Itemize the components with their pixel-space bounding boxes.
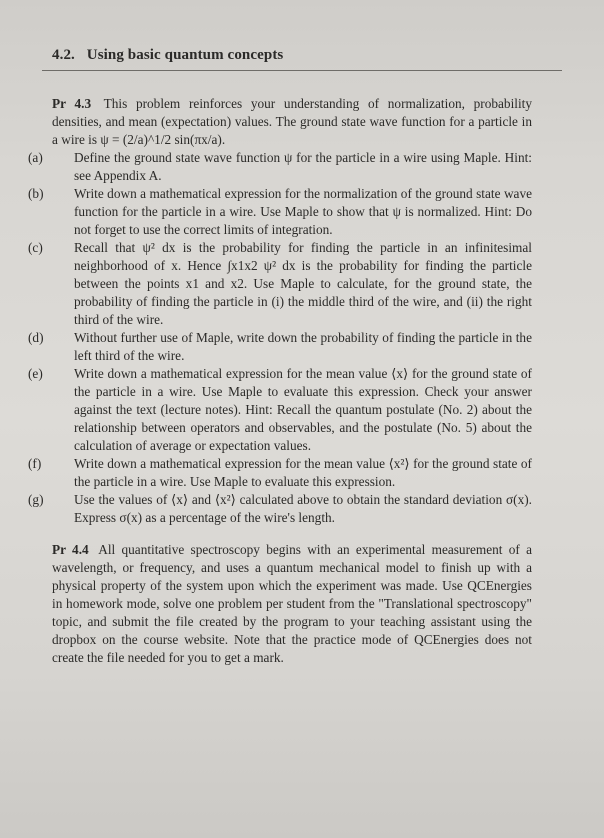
problem-4-3-intro bbox=[52, 95, 532, 149]
part-d: (d) Without further use of Maple, write down the probability of finding the particle in the left third of the wire. bbox=[28, 330, 532, 363]
problem-4-3-parts bbox=[28, 149, 532, 527]
header-rule bbox=[42, 70, 562, 71]
part-e: (e) Write down a mathematical expression for the mean value ⟨x⟩ for the ground state of the particle in a wire. Use Maple to evaluate this expression. Check your answer against the text (lecture notes). Hint: Recall the quantum postulate (No. 2) about the relationship between operators and observables, and the postulate (No. 5) about the calculation of average or expectation values. bbox=[28, 366, 532, 453]
part-c: (c) Recall that ψ² dx is the probability for finding the particle in an infinitesimal neighborhood of x. Hence ∫x1x2 ψ² dx is the probability for finding the particle between the points x1 and x2. Use Maple to calculate, for the ground state, the probability of finding the particle in (i) the middle third of the wire, and (ii) the right third of the wire. bbox=[28, 240, 532, 327]
section-header bbox=[52, 47, 552, 64]
problem-4-4-label: Pr 4.4 bbox=[52, 542, 89, 557]
part-a: (a) Define the ground state wave function ψ for the particle in a wire using Maple. Hint: see Appendix A. bbox=[28, 150, 532, 183]
problem-4-3-label: Pr 4.3 bbox=[52, 96, 92, 111]
problem-text bbox=[28, 95, 533, 667]
section-title: Using basic quantum concepts bbox=[86, 47, 284, 63]
problem-4-3-intro-text: This problem reinforces your understanding of normalization, probability densities, and mean (expectation) values. The ground state wave function for a particle in a wire is ψ = (2/a)^1/2 sin(πx/a). bbox=[52, 96, 532, 147]
part-b: (b) Write down a mathematical expression for the normalization of the ground state wave function for the particle in a wire. Use Maple to show that ψ is normalized. Hint: Do not forget to use the correct limits of integration. bbox=[28, 186, 532, 237]
problem-4-4 bbox=[52, 541, 532, 667]
part-f: (f) Write down a mathematical expression for the mean value ⟨x²⟩ for the ground state of the particle in a wire. Use Maple to evaluate this expression. bbox=[28, 456, 532, 489]
problem-4-4-text: All quantitative spectroscopy begins with an experimental measurement of a wavelength, or frequency, and uses a quantum mechanical model to finish up with a physical property of the system upon which the experiment was made. Use QCEnergies in homework mode, solve one problem per student from the "Translational spectroscopy" topic, and submit the file created by the program to your teaching assistant using the dropbox on the course website. Note that the practice mode of QCEnergies does not create the file needed for you to get a mark. bbox=[52, 542, 533, 665]
part-g: (g) Use the values of ⟨x⟩ and ⟨x²⟩ calculated above to obtain the standard deviation σ(x). Express σ(x) as a percentage of the wire's length. bbox=[28, 492, 532, 525]
section-number: 4.2. bbox=[52, 47, 75, 63]
